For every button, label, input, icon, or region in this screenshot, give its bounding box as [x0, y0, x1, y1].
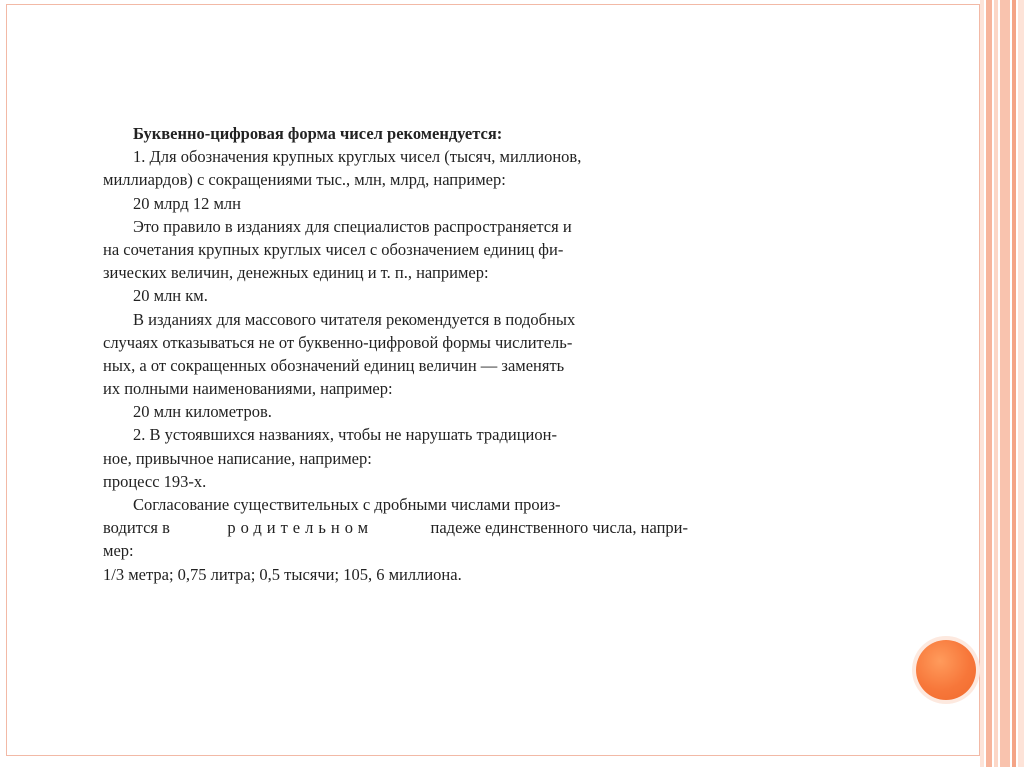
text-line: [103, 516, 688, 539]
stripe: [1000, 0, 1010, 767]
text-fragment: падеже единственного числа, напри-: [430, 518, 688, 538]
text-line: В изданиях для массового читателя рекомендуется в подобных: [133, 309, 576, 329]
text-line: их полными наименованиями, например:: [103, 379, 393, 399]
stripe: [1018, 0, 1024, 767]
example-line: 20 млрд 12 млн: [133, 193, 241, 213]
text-line: 1. Для обозначения крупных круглых чисел (тысяч, миллионов,: [133, 147, 582, 167]
text-line: Согласование существительных с дробными числами произ-: [133, 495, 561, 514]
stripe: [980, 0, 984, 767]
text-line: на сочетания крупных круглых чисел с обозначением единиц фи-: [103, 239, 564, 259]
scanned-text-block: [103, 122, 688, 586]
example-line: процесс 193-х.: [103, 471, 207, 491]
decorative-stripes: [980, 0, 1024, 767]
text-line: 2. В устоявшихся названиях, чтобы не нарушать традицион-: [133, 425, 557, 445]
stripe: [994, 0, 998, 767]
text-line: мер:: [103, 541, 134, 561]
emphasized-word: родительном: [227, 518, 374, 538]
text-line: Это правило в изданиях для специалистов распространяется и: [133, 216, 572, 236]
text-fragment: водится в: [103, 518, 170, 538]
text-line: ное, привычное написание, например:: [103, 448, 372, 468]
text-line: зических величин, денежных единиц и т. п., например:: [103, 263, 489, 283]
section-heading: Буквенно-цифровая форма чисел рекомендуется:: [133, 124, 503, 143]
orange-circle-decoration: [916, 640, 976, 700]
example-line: 20 млн км.: [133, 286, 208, 306]
stripe: [1012, 0, 1016, 767]
text-line: ных, а от сокращенных обозначений единиц величин — заменять: [103, 355, 565, 375]
stripe: [986, 0, 992, 767]
example-line: 20 млн километров.: [133, 402, 272, 422]
text-line: случаях отказываться не от буквенно-цифровой формы числитель-: [103, 332, 573, 352]
example-line: 1/3 метра; 0,75 литра; 0,5 тысячи; 105, 6 миллиона.: [103, 564, 462, 584]
text-line: миллиардов) с сокращениями тыс., млн, млрд, например:: [103, 170, 506, 190]
